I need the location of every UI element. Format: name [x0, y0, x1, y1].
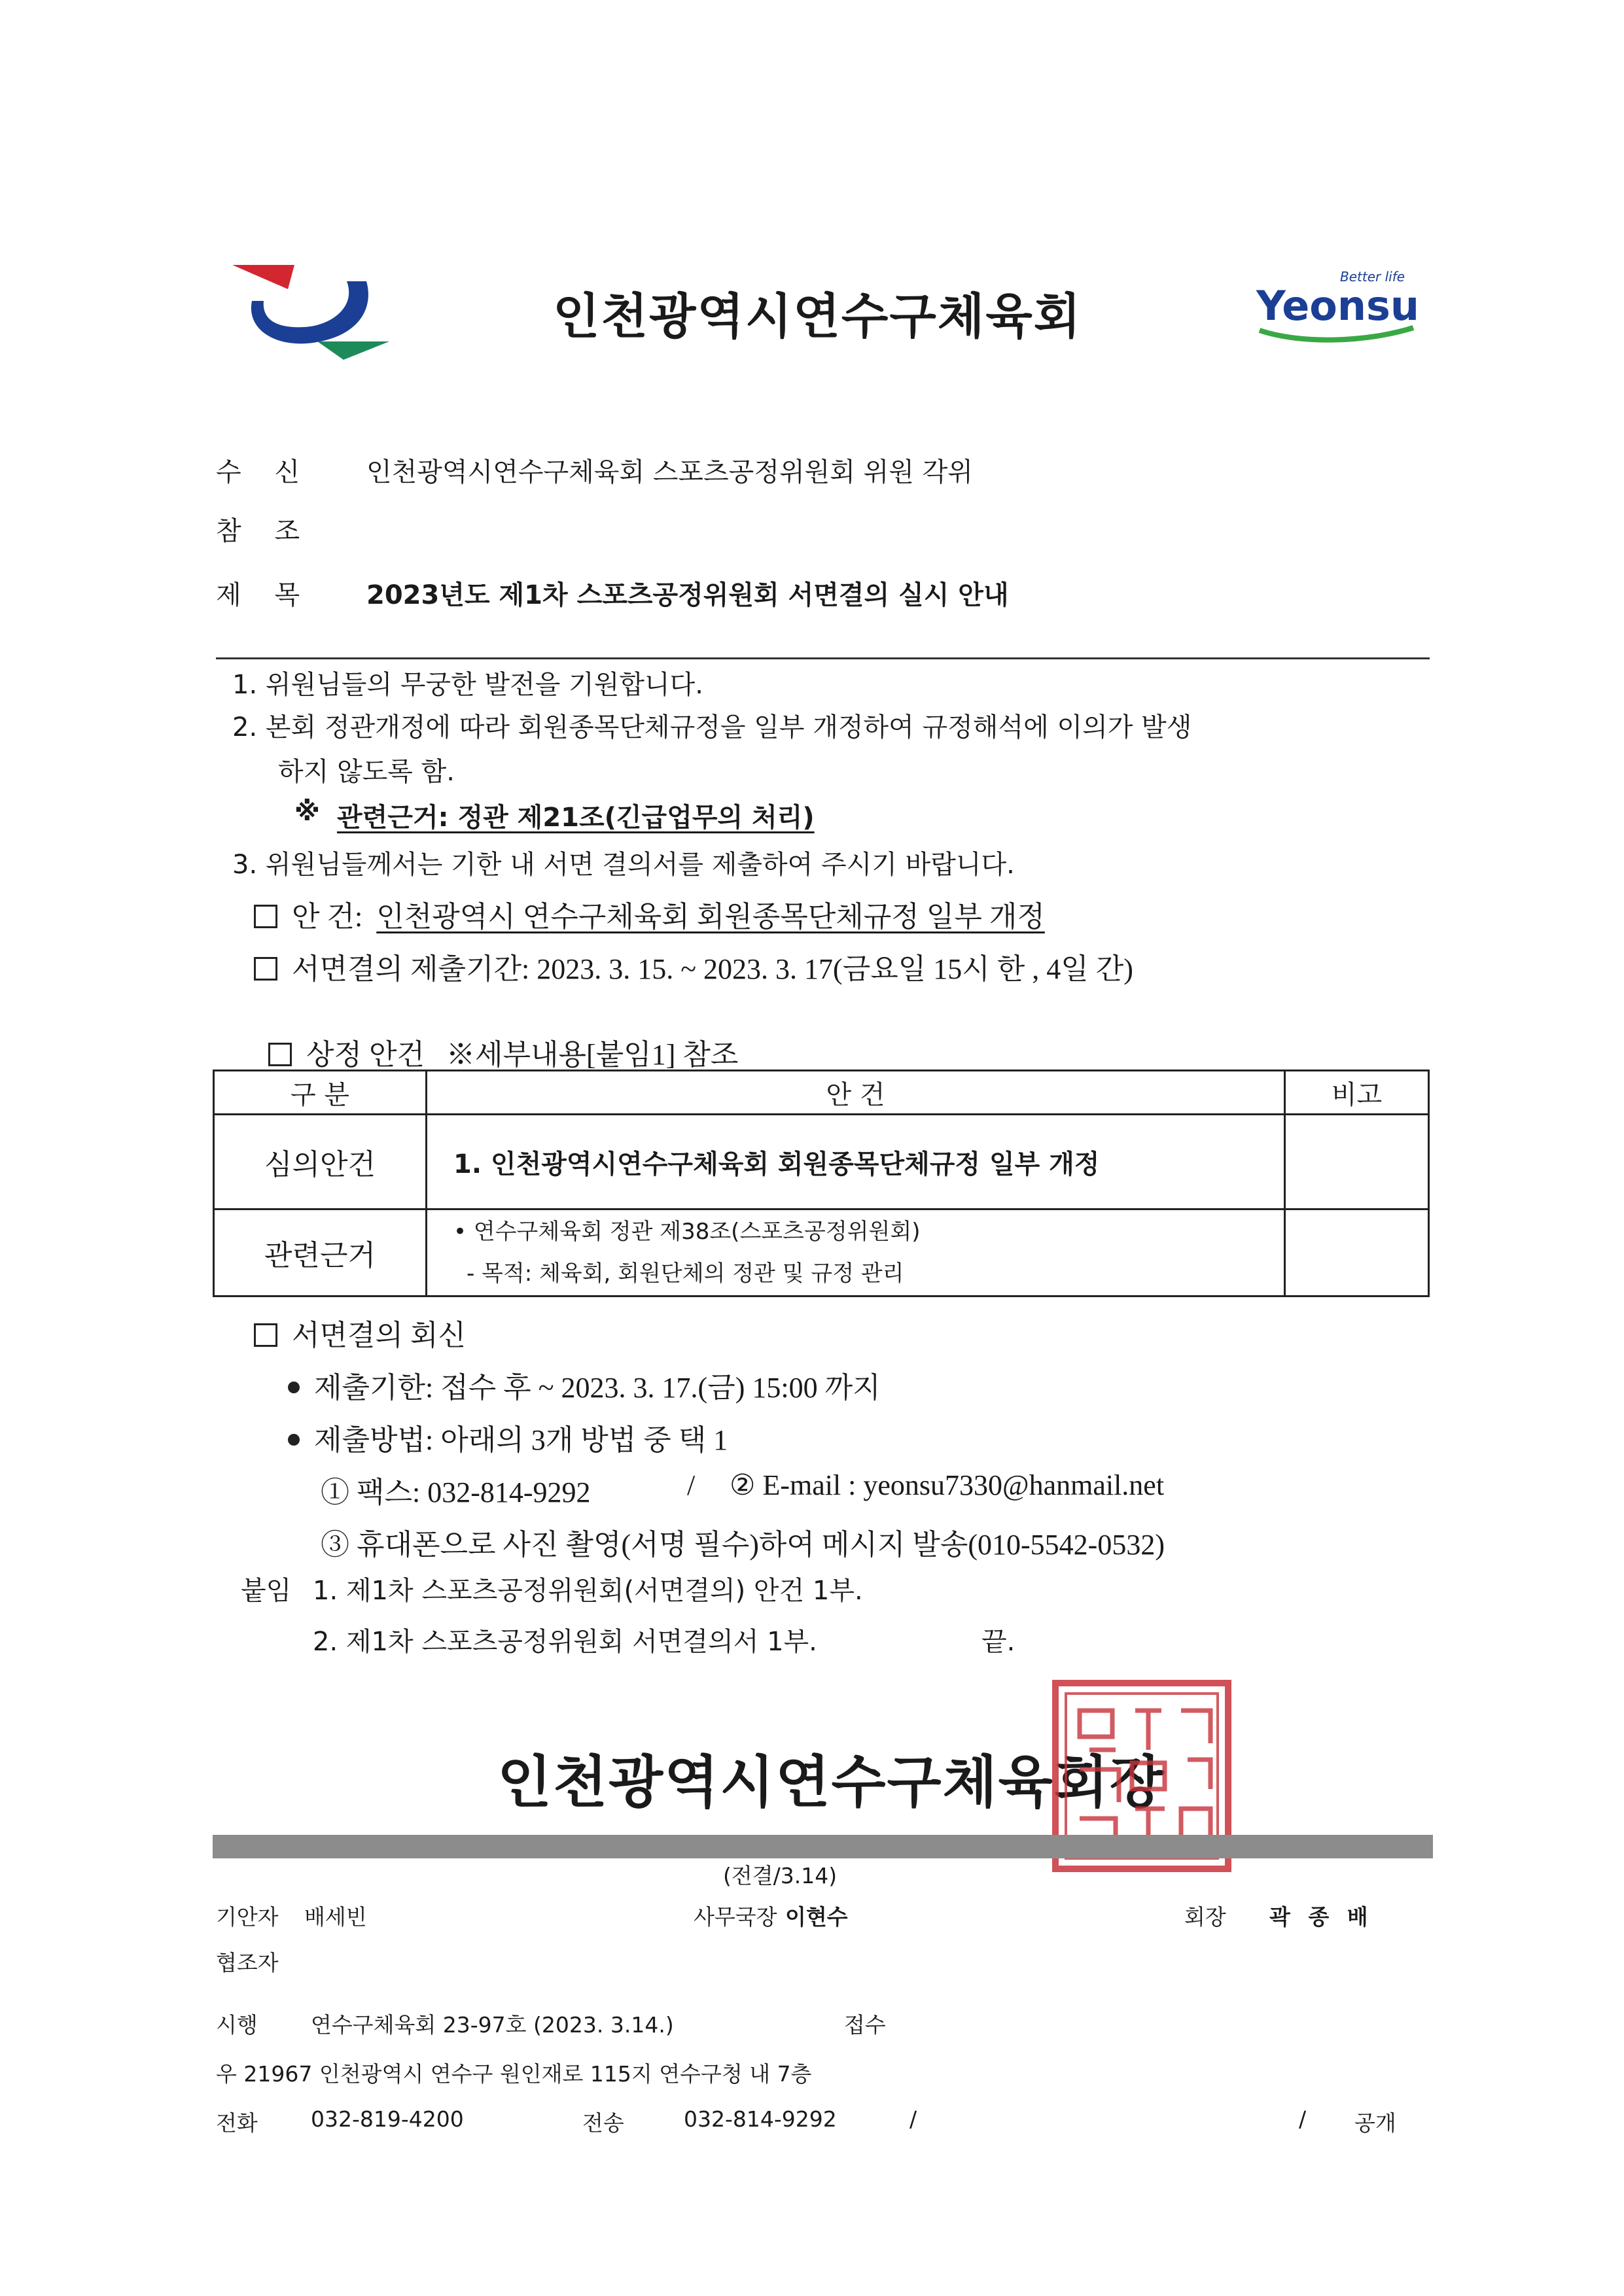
option-phone: ③ 휴대폰으로 사진 촬영(서명 필수)하여 메시지 발송(010-5542-0532) — [321, 1529, 1165, 1561]
method: 제출방법: 아래의 3개 방법 중 택 1 — [314, 1424, 728, 1456]
subject: 2023년도 제1차 스포츠공정위원회 서면결의 실시 안내 — [366, 580, 1009, 610]
period-line — [254, 945, 1133, 987]
secretary-label: 사무국장 — [694, 1904, 777, 1930]
reply-title-line — [254, 1312, 466, 1353]
items-listed-line — [254, 998, 738, 1073]
item-3: 3. 위원님들께서는 기한 내 서면 결의서를 제출하여 주시기 바랍니다. — [232, 850, 1015, 880]
col-header-agenda: 안 건 — [427, 1071, 1285, 1115]
deadline-line — [288, 1364, 881, 1406]
org-emblem — [232, 262, 389, 360]
approval-note: (전결/3.14) — [723, 1863, 838, 1888]
table-row — [214, 1209, 1429, 1296]
receipt-label: 접수 — [844, 2012, 886, 2038]
drafter-label: 기안자 — [216, 1904, 279, 1930]
page-title: 인천광역시연수구체육회 — [553, 288, 1082, 345]
row-label: 심의안건 — [214, 1115, 427, 1209]
attachment-1: 1. 제1차 스포츠공정위원회(서면결의) 안건 1부. — [313, 1576, 863, 1606]
drafter-name: 배세빈 — [304, 1904, 367, 1930]
fax: 032-814-9292 — [684, 2106, 837, 2132]
basis-text: 관련근거: 정관 제21조(긴급업무의 처리) — [337, 803, 815, 833]
fax-label: 전송 — [582, 2110, 624, 2136]
submission-period: 서면결의 제출기간: 2023. 3. 15. ~ 2023. 3. 17(금요일 15시 한 , 4일 간) — [292, 953, 1133, 985]
table-header-row — [214, 1071, 1429, 1115]
agenda-title: 인천광역시 연수구체육회 회원종목단체규정 일부 개정 — [376, 901, 1045, 933]
item-1: 1. 위원님들의 무궁한 발전을 기원합니다. — [232, 670, 703, 700]
agenda-line — [254, 893, 1045, 935]
option-email: ② E-mail : yeonsu7330@hanmail.net — [730, 1469, 1165, 1501]
address: 우 21967 인천광역시 연수구 원인재로 115지 연수구청 내 7층 — [216, 2061, 812, 2087]
items-listed: 상정 안건 ※세부내용[붙임1] 참조 — [306, 1039, 739, 1071]
phone: 032-819-4200 — [311, 2106, 464, 2132]
brand-name: Yeonsu — [1256, 282, 1420, 330]
table-row — [214, 1115, 1429, 1209]
item-2-line2: 하지 않도록 함. — [278, 757, 455, 787]
president-name: 곽 종 배 — [1269, 1904, 1373, 1930]
yeonsu-logo — [1256, 265, 1420, 343]
item-2-line1: 2. 본회 정관개정에 따라 회원종목단체규정을 일부 개정하여 규정해석에 이의가 발생 — [232, 712, 1192, 742]
cooperator-label: 협조자 — [216, 1950, 279, 1975]
reply-title: 서면결의 회신 — [292, 1319, 467, 1351]
col-header-remarks: 비고 — [1285, 1071, 1429, 1115]
header-divider — [216, 657, 1430, 659]
leaf-swoosh-icon — [1256, 325, 1417, 343]
col-header-category: 구 분 — [214, 1071, 427, 1115]
bullet-icon — [288, 1434, 300, 1446]
method-line — [288, 1416, 728, 1458]
recipient-label: 수 신 — [216, 457, 300, 487]
attachment-2: 2. 제1차 스포츠공정위원회 서면결의서 1부. — [313, 1627, 817, 1657]
row-label: 관련근거 — [214, 1209, 427, 1296]
row-content: 1. 인천광역시연수구체육회 회원종목단체규정 일부 개정 — [427, 1115, 1285, 1209]
row-remarks — [1285, 1209, 1429, 1296]
row-content-line2: - 목적: 체육회, 회원단체의 정관 및 규정 관리 — [467, 1261, 904, 1287]
checkbox-icon — [254, 957, 277, 981]
agenda-prefix: 안 건: — [292, 901, 363, 933]
reference-label: 참 조 — [216, 516, 300, 546]
option-fax: ① 팩스: 032-814-9292 — [321, 1476, 591, 1508]
phone-label: 전화 — [216, 2110, 258, 2136]
footer-slash: / — [909, 2106, 917, 2132]
brand-tagline: Better life — [1340, 269, 1405, 285]
issuer-title: 인천광역시연수구체육회장 — [497, 1750, 1165, 1815]
recipient: 인천광역시연수구체육회 스포츠공정위원회 위원 각위 — [366, 457, 973, 487]
exec-label: 시행 — [216, 2012, 258, 2038]
option-separator: / — [687, 1469, 696, 1501]
agenda-table — [213, 1070, 1430, 1297]
exec-number: 연수구체육회 23-97호 (2023. 3.14.) — [311, 2012, 674, 2038]
bullet-icon — [288, 1382, 300, 1393]
footer-slash: / — [1299, 2106, 1307, 2132]
checkbox-icon — [268, 1043, 292, 1066]
row-content — [427, 1209, 1285, 1296]
secretary-name: 이현수 — [785, 1904, 848, 1930]
row-content-line1: • 연수구체육회 정관 제38조(스포츠공정위원회) — [453, 1219, 921, 1245]
basis-mark: ※ — [294, 797, 320, 827]
subject-label: 제 목 — [216, 580, 300, 610]
president-label: 회장 — [1184, 1904, 1226, 1930]
checkbox-icon — [254, 905, 277, 928]
deadline: 제출기한: 접수 후 ~ 2023. 3. 17.(금) 15:00 까지 — [314, 1372, 881, 1404]
attachments-label: 붙임 — [241, 1576, 292, 1606]
end-mark: 끝. — [981, 1627, 1015, 1657]
row-remarks — [1285, 1115, 1429, 1209]
checkbox-icon — [254, 1323, 277, 1347]
disclosure: 공개 — [1354, 2110, 1396, 2136]
signature-divider — [213, 1835, 1433, 1858]
